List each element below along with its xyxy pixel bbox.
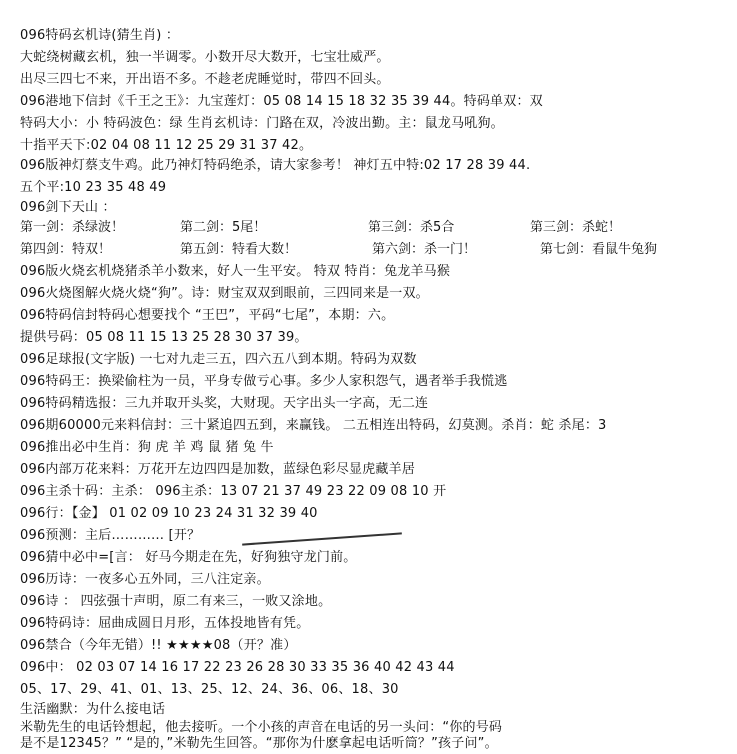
sword-2: 第二剑：5尾！ xyxy=(180,220,267,235)
text-line-7: 096版神灯蔡支牛鸡。此乃神灯特码绝杀，请大家参考！ 神灯五中特:02 17 28 39 44. xyxy=(20,158,531,173)
text-line-19: 096内部万花来料：万花开左边四四是加数，蓝绿色彩尽显虎藏羊居 xyxy=(20,462,416,477)
sword-4: 第四剑：特双！ xyxy=(20,242,112,257)
strike-mark xyxy=(242,532,402,545)
sword-1: 第一剑：杀绿波！ xyxy=(20,220,125,235)
text-line-17: 096期60000元来料信封：三十紧追四五到，来赢钱。 二五相连出特码，幻莫测。杀肖：蛇 杀尾：3 xyxy=(20,418,607,433)
text-line-26: 096特码诗：屈曲成圆日月形，五体投地皆有凭。 xyxy=(20,616,310,631)
text-line-3: 出尽三四七不来，开出语不多。不趁老虎睡觉时，带四不回头。 xyxy=(20,72,390,87)
text-line-6: 十指平天下:02 04 08 11 12 25 29 31 37 42。 xyxy=(20,138,313,153)
text-line-24: 096历诗：一夜多心五外同，三八注定亲。 xyxy=(20,572,270,587)
text-line-28: 096中： 02 03 07 14 16 17 22 23 26 28 30 33 35 36 40 42 43 44 xyxy=(20,660,455,675)
text-line-12: 096特码信封特码心想要找个 “王巴”，平码“七尾”，本期：六。 xyxy=(20,308,395,323)
text-line-2: 大蛇绕树藏玄机，独一半调零。小数开尽大数开，七宝壮威严。 xyxy=(20,50,390,65)
sword-5: 第五剑：特看大数！ xyxy=(180,242,298,257)
text-line-14: 096足球报(文字版) 一七对九走三五，四六五八到本期。特码为双数 xyxy=(20,352,417,367)
text-line-18: 096推出必中生肖：狗 虎 羊 鸡 鼠 猪 兔 牛 xyxy=(20,440,274,455)
sword-7: 第七剑：看鼠牛兔狗 xyxy=(540,242,658,257)
text-line-1: 096特码玄机诗(猜生肖) ： xyxy=(20,28,180,43)
text-line-23: 096猜中必中=[言： 好马今期走在先，好狗独守龙门前。 xyxy=(20,550,357,565)
text-line-11: 096火烧图解火烧火烧“狗”。诗：财宝双双到眼前，三四同来是一双。 xyxy=(20,286,429,301)
text-line-5: 特码大小：小 特码波色：绿 生肖玄机诗：门路在双，冷波出勤。主：鼠龙马吼狗。 xyxy=(20,116,504,131)
text-line-31: 米勒先生的电话铃想起，他去接听。一个小孩的声音在电话的另一头问：“你的号码 xyxy=(20,720,503,735)
text-line-4: 096港地下信封《千王之王》：九宝莲灯：05 08 14 15 18 32 35 39 44。特码单双：双 xyxy=(20,94,543,109)
text-line-21: 096行：【金】 01 02 09 10 23 24 31 32 39 40 xyxy=(20,506,318,521)
text-line-8: 五个平:10 23 35 48 49 xyxy=(20,180,167,195)
text-line-20: 096主杀十码：主杀： 096主杀：13 07 21 37 49 23 22 09 08 10 开 xyxy=(20,484,447,499)
sword-3b: 第三剑：杀蛇！ xyxy=(530,220,622,235)
text-line-29: 05、17、29、41、01、13、25、12、24、36、06、18、30 xyxy=(20,682,399,697)
text-line-25: 096诗 ： 四弦强十声明，原二有来三，一败又涂地。 xyxy=(20,594,332,609)
text-line-15: 096特码王：换梁偷柱为一员，平身专做亏心事。多少人家积怨气，遇者举手我慌逃 xyxy=(20,374,508,389)
sword-6: 第六剑：杀一门！ xyxy=(372,242,477,257)
text-line-9: 096剑下天山 ： xyxy=(20,200,116,215)
text-line-10: 096版火烧玄机烧猪杀羊小数来，好人一生平安。 特双 特肖：兔龙羊马猴 xyxy=(20,264,451,279)
text-line-22: 096预测：主后………… [开？ xyxy=(20,528,201,543)
text-line-30: 生活幽默：为什么接电话 xyxy=(20,702,166,717)
text-line-13: 提供号码：05 08 11 15 13 25 28 30 37 39。 xyxy=(20,330,308,345)
text-line-27: 096禁合（今年无错）!! ★★★★08（开？准） xyxy=(20,638,297,653)
text-line-32: 是不是12345？” “是的，”米勒先生回答。“那你为什麽拿起电话听筒？”孩子问”。 xyxy=(20,736,498,751)
sword-3: 第三剑：杀5合 xyxy=(368,220,455,235)
text-line-16: 096特码精选报：三九并取开头奖，大财现。天字出头一字高，无二连 xyxy=(20,396,429,411)
